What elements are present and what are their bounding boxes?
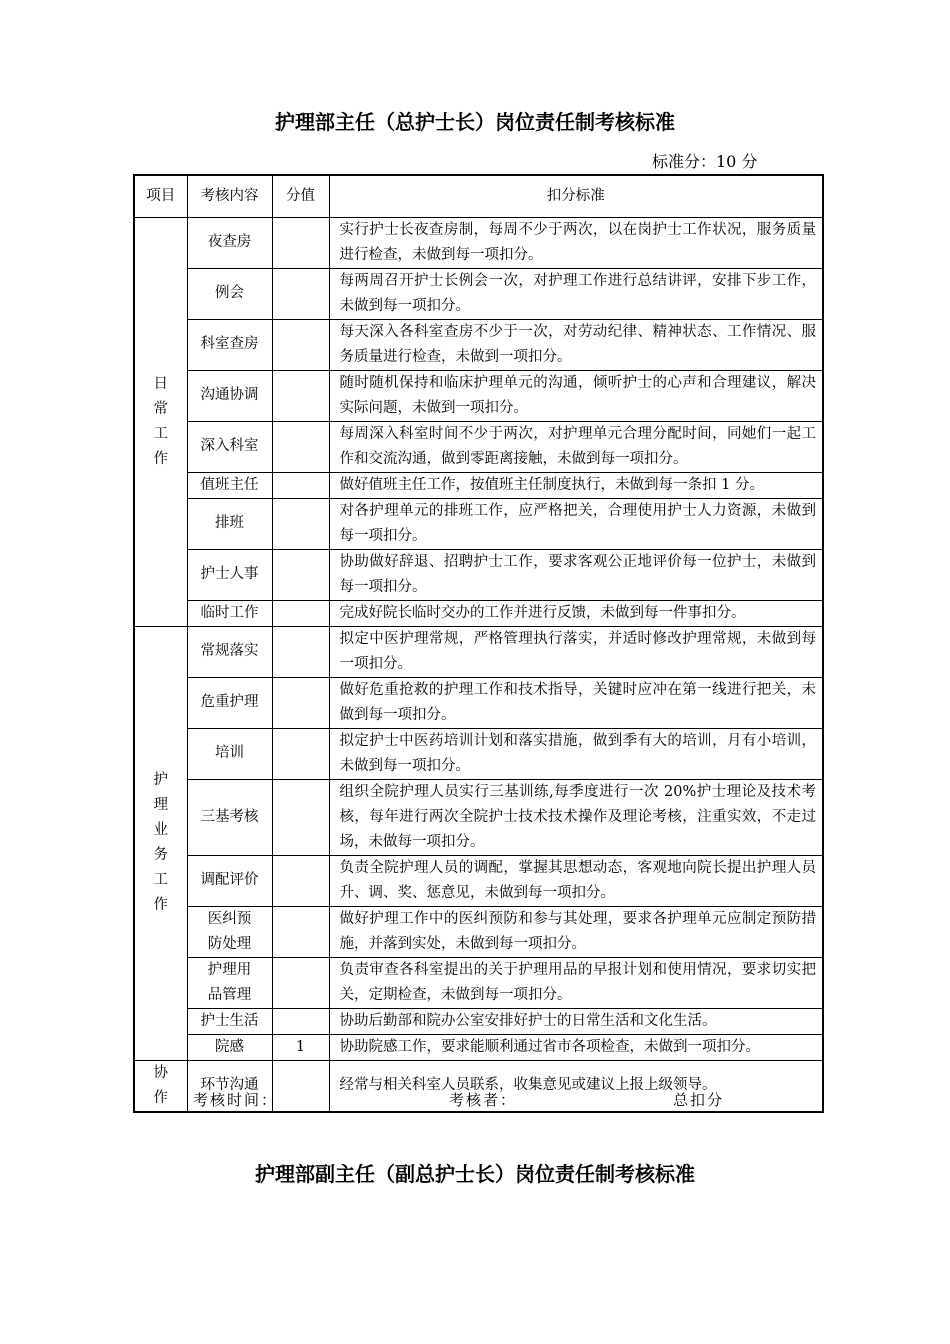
table-row bbox=[134, 421, 823, 472]
standard-cell: 每周深入科室时间不少于两次，对护理单元合理分配时间，同她们一起工作和交流沟通，做到零距离接触，未做到每一项扣分。 bbox=[329, 421, 823, 472]
table-row bbox=[134, 957, 823, 1008]
standard-cell: 负责全院护理人员的调配，掌握其思想动态，客观地向院长提出护理人员升、调、奖、惩意见，未做到每一项扣分。 bbox=[329, 855, 823, 906]
score-cell bbox=[272, 217, 329, 268]
item-cell: 值班主任 bbox=[187, 472, 272, 498]
score-cell bbox=[272, 319, 329, 370]
project-group-cell: 日 常 工 作 bbox=[134, 217, 187, 626]
table-row bbox=[134, 600, 823, 626]
item-cell: 常规落实 bbox=[187, 626, 272, 677]
next-section-title: 护理部副主任（副总护士长）岗位责任制考核标准 bbox=[255, 1162, 695, 1186]
header-content: 考核内容 bbox=[187, 175, 272, 217]
score-cell bbox=[272, 472, 329, 498]
header-standard: 扣分标准 bbox=[329, 175, 823, 217]
item-cell: 夜查房 bbox=[187, 217, 272, 268]
standard-cell: 组织全院护理人员实行三基训练,每季度进行一次 20%护士理论及技术考核，每年进行两次全院护士技术技术操作及理论考核，注重实效，不走过场，未做每一项扣分。 bbox=[329, 779, 823, 855]
standard-cell: 随时随机保持和临床护理单元的沟通，倾听护士的心声和合理建议，解决实际问题，未做到一项扣分。 bbox=[329, 370, 823, 421]
score-cell bbox=[272, 1060, 329, 1112]
standard-cell: 拟定中医护理常规，严格管理执行落实，并适时修改护理常规，未做到每一项扣分。 bbox=[329, 626, 823, 677]
table-row bbox=[134, 906, 823, 957]
score-cell bbox=[272, 728, 329, 779]
header-project: 项目 bbox=[134, 175, 187, 217]
item-cell: 例会 bbox=[187, 268, 272, 319]
item-cell: 调配评价 bbox=[187, 855, 272, 906]
standard-cell: 做好值班主任工作，按值班主任制度执行，未做到每一条扣 1 分。 bbox=[329, 472, 823, 498]
table-row bbox=[134, 319, 823, 370]
assessment-table bbox=[133, 174, 824, 1113]
table-row bbox=[134, 549, 823, 600]
standard-cell: 对各护理单元的排班工作，应严格把关，合理使用护士人力资源，未做到每一项扣分。 bbox=[329, 498, 823, 549]
item-cell: 护理用 品管理 bbox=[187, 957, 272, 1008]
score-cell bbox=[272, 549, 329, 600]
table-row bbox=[134, 779, 823, 855]
header-score: 分值 bbox=[272, 175, 329, 217]
table-row bbox=[134, 370, 823, 421]
table-row bbox=[134, 626, 823, 677]
item-cell: 三基考核 bbox=[187, 779, 272, 855]
footer-time: 考核时间： bbox=[193, 1091, 279, 1109]
score-cell bbox=[272, 906, 329, 957]
table-row bbox=[134, 1008, 823, 1034]
score-cell bbox=[272, 498, 329, 549]
item-cell: 沟通协调 bbox=[187, 370, 272, 421]
standard-cell: 做好护理工作中的医纠预防和参与其处理，要求各护理单元应制定预防措施，并落到实处，未做到每一项扣分。 bbox=[329, 906, 823, 957]
score-cell bbox=[272, 600, 329, 626]
standard-cell: 协助后勤部和院办公室安排好护士的日常生活和文化生活。 bbox=[329, 1008, 823, 1034]
project-group-cell: 护 理 业 务 工 作 bbox=[134, 626, 187, 1060]
item-cell: 医纠预 防处理 bbox=[187, 906, 272, 957]
item-cell: 科室查房 bbox=[187, 319, 272, 370]
item-cell: 护士人事 bbox=[187, 549, 272, 600]
table-row bbox=[134, 855, 823, 906]
standard-cell: 实行护士长夜查房制，每周不少于两次，以在岗护士工作状况，服务质量进行检查，未做到每一项扣分。 bbox=[329, 217, 823, 268]
score-cell bbox=[272, 421, 329, 472]
table-row bbox=[134, 498, 823, 549]
standard-cell: 协助做好辞退、招聘护士工作，要求客观公正地评价每一位护士，未做到每一项扣分。 bbox=[329, 549, 823, 600]
footer-total: 总扣分 bbox=[673, 1091, 725, 1109]
standard-cell: 做好危重抢救的护理工作和技术指导，关键时应冲在第一线进行把关，未做到每一项扣分。 bbox=[329, 677, 823, 728]
score-cell: 1 bbox=[272, 1034, 329, 1060]
score-cell bbox=[272, 855, 329, 906]
standard-cell: 负责审查各科室提出的关于护理用品的早报计划和使用情况，要求切实把关，定期检查，未做到每一项扣分。 bbox=[329, 957, 823, 1008]
item-cell: 院感 bbox=[187, 1034, 272, 1060]
score-cell bbox=[272, 779, 329, 855]
footer-assessor: 考核者： bbox=[449, 1091, 518, 1109]
score-cell bbox=[272, 626, 329, 677]
page-title: 护理部主任（总护士长）岗位责任制考核标准 bbox=[275, 110, 675, 134]
table-row bbox=[134, 268, 823, 319]
table-row bbox=[134, 217, 823, 268]
item-cell: 临时工作 bbox=[187, 600, 272, 626]
item-cell: 培训 bbox=[187, 728, 272, 779]
score-cell bbox=[272, 1008, 329, 1034]
standard-score: 标准分：10 分 bbox=[652, 152, 758, 171]
project-group-cell: 协 作 bbox=[134, 1060, 187, 1112]
score-cell bbox=[272, 268, 329, 319]
table-header-row bbox=[134, 175, 823, 217]
table-row bbox=[134, 728, 823, 779]
item-cell: 护士生活 bbox=[187, 1008, 272, 1034]
item-cell: 危重护理 bbox=[187, 677, 272, 728]
standard-cell: 拟定护士中医药培训计划和落实措施，做到季有大的培训，月有小培训，未做到每一项扣分。 bbox=[329, 728, 823, 779]
score-cell bbox=[272, 370, 329, 421]
score-cell bbox=[272, 957, 329, 1008]
table-row bbox=[134, 472, 823, 498]
standard-cell: 协助院感工作，要求能顺利通过省市各项检查，未做到一项扣分。 bbox=[329, 1034, 823, 1060]
item-cell: 深入科室 bbox=[187, 421, 272, 472]
item-cell: 环节沟通 bbox=[187, 1060, 272, 1112]
table-row bbox=[134, 677, 823, 728]
score-cell bbox=[272, 677, 329, 728]
standard-cell: 经常与相关科室人员联系，收集意见或建议上报上级领导。 bbox=[329, 1060, 823, 1112]
item-cell: 排班 bbox=[187, 498, 272, 549]
standard-cell: 每天深入各科室查房不少于一次，对劳动纪律、精神状态、工作情况、服务质量进行检查，未做到一项扣分。 bbox=[329, 319, 823, 370]
table-row bbox=[134, 1034, 823, 1060]
standard-cell: 每两周召开护士长例会一次，对护理工作进行总结讲评，安排下步工作，未做到每一项扣分。 bbox=[329, 268, 823, 319]
standard-cell: 完成好院长临时交办的工作并进行反馈，未做到每一件事扣分。 bbox=[329, 600, 823, 626]
